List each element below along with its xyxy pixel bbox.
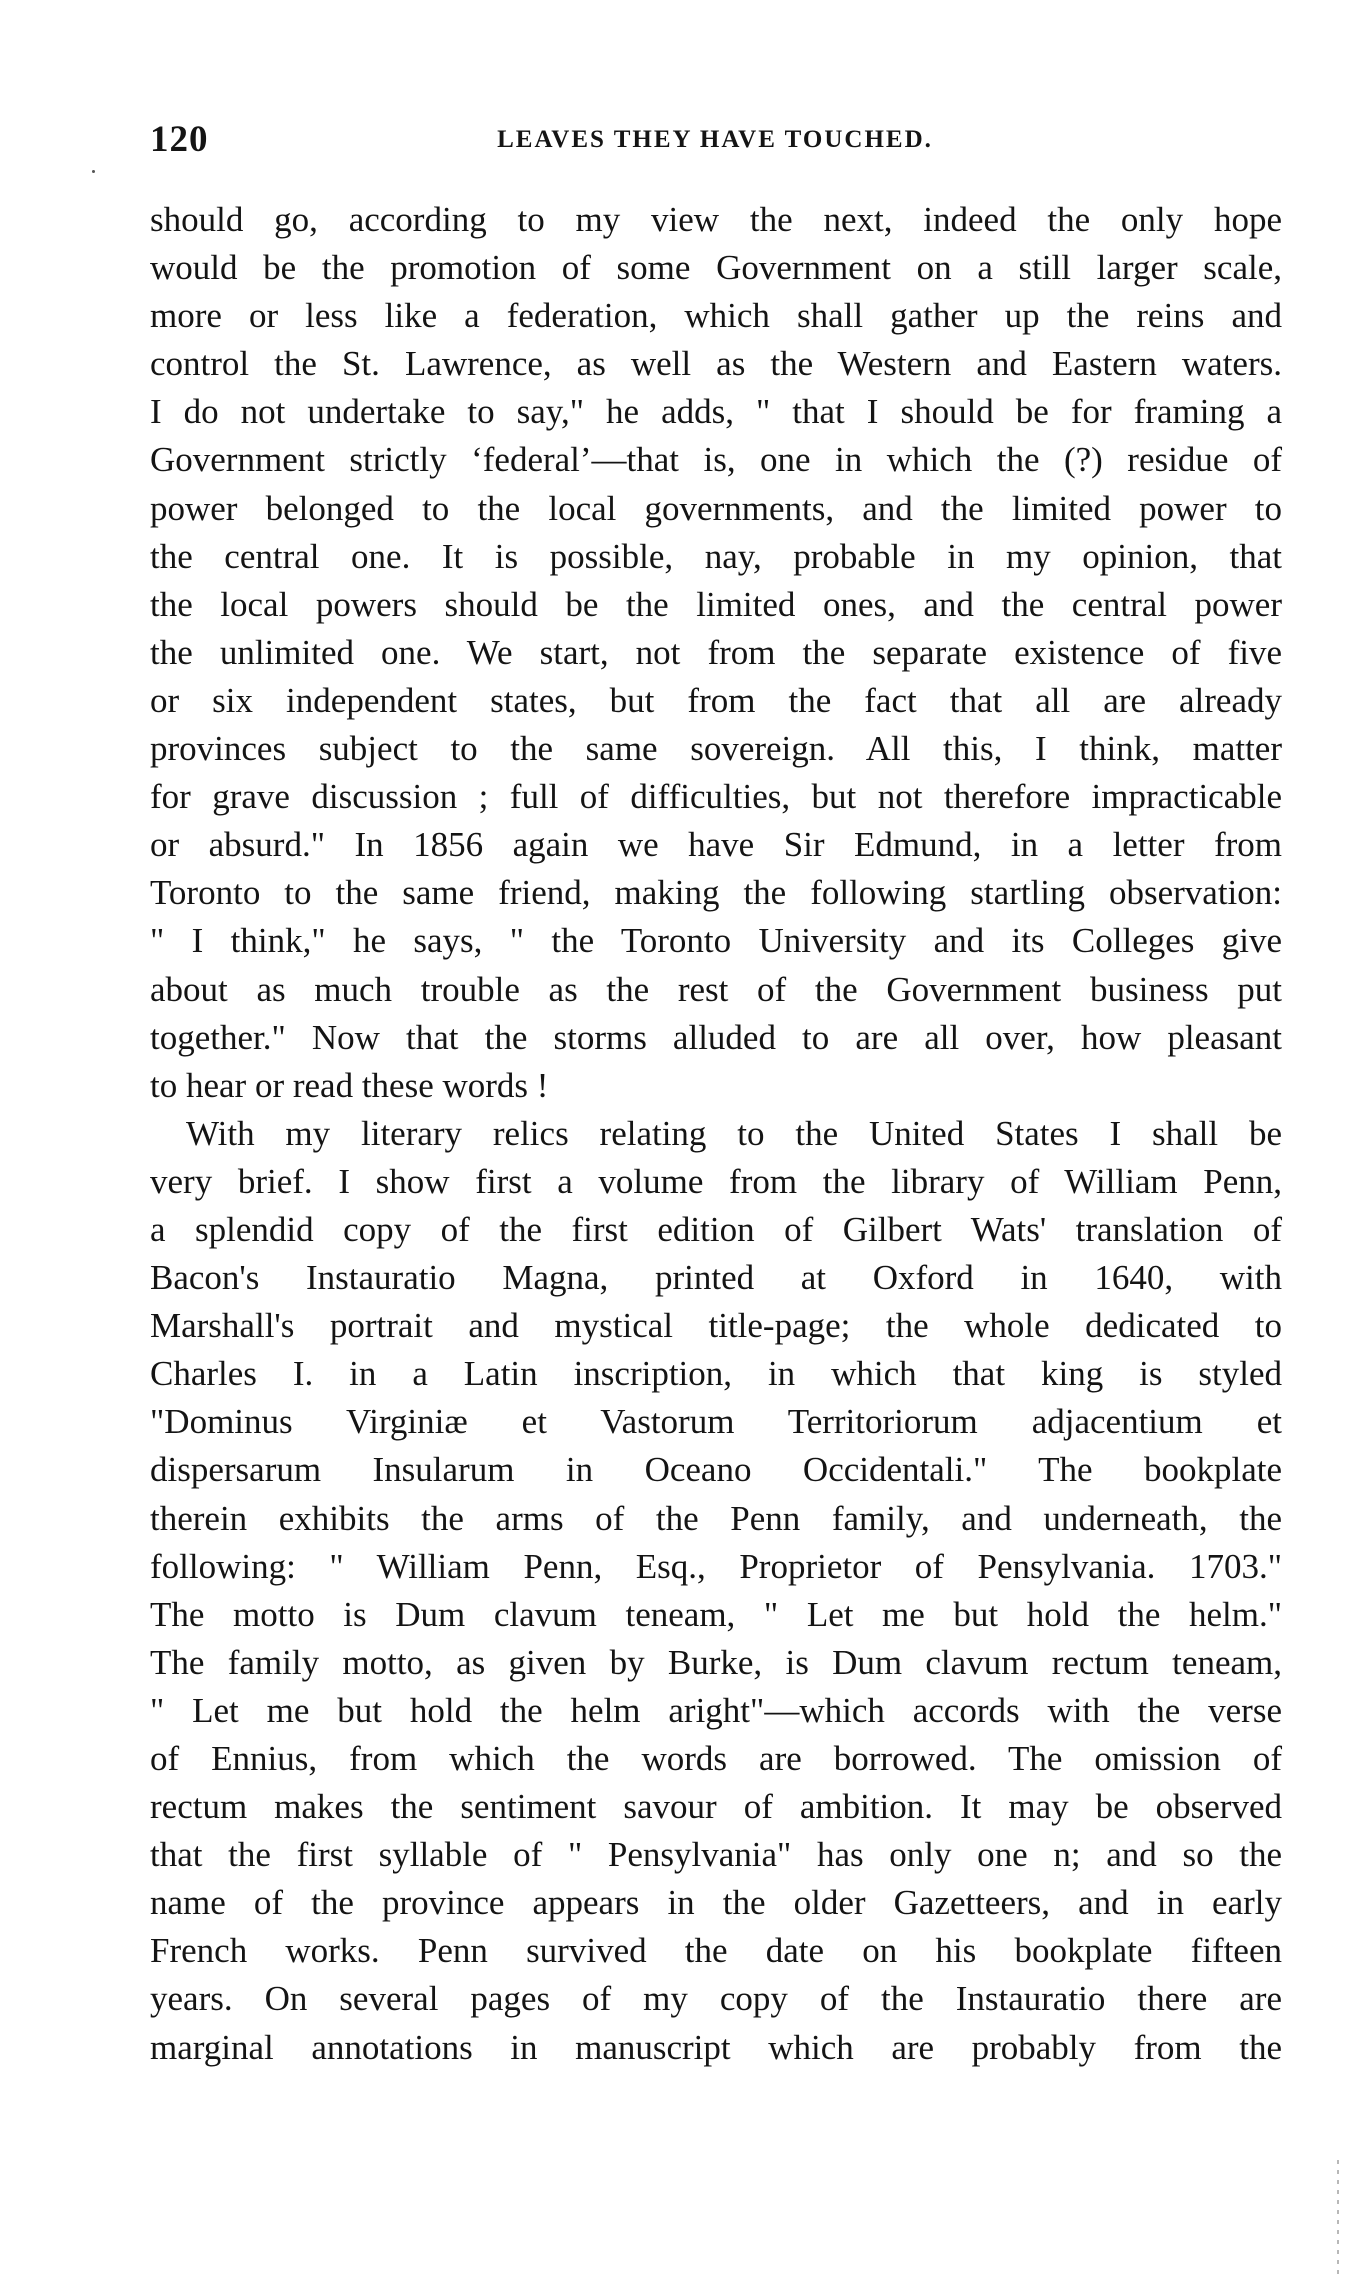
- text-line: name of the province appears in the older Gazetteers, and in early: [150, 1883, 1282, 1923]
- text-line: "Dominus Virginiæ et Vastorum Territoriorum adjacentium et: [150, 1402, 1282, 1442]
- text-line: " I think," he says, " the Toronto University and its Colleges give: [150, 921, 1282, 961]
- text-line: Charles I. in a Latin inscription, in which that king is styled: [150, 1354, 1282, 1394]
- text-line: rectum makes the sentiment savour of ambition. It may be observed: [150, 1787, 1282, 1827]
- text-line: about as much trouble as the rest of the Government business put: [150, 969, 1282, 1009]
- text-line: I do not undertake to say," he adds, " that I should be for framing a: [150, 392, 1282, 432]
- text-line: or absurd." In 1856 again we have Sir Edmund, in a letter from: [150, 825, 1282, 865]
- text-line: " Let me but hold the helm aright"—which accords with the verse: [150, 1690, 1282, 1730]
- text-line: of Ennius, from which the words are borrowed. The omission of: [150, 1739, 1282, 1778]
- page-edge-dots: [1337, 2160, 1339, 2280]
- text-line: would be the promotion of some Government on a still larger scale,: [150, 248, 1282, 288]
- text-line: very brief. I show first a volume from the library of William Penn,: [150, 1161, 1282, 1201]
- page-number: 120: [150, 119, 209, 160]
- text-line: to hear or read these words !: [150, 1065, 549, 1105]
- text-line: the unlimited one. We start, not from the separate existence of five: [150, 632, 1282, 672]
- text-line: Toronto to the same friend, making the following startling observation:: [150, 873, 1282, 913]
- text-line: control the St. Lawrence, as well as the Western and Eastern waters.: [150, 344, 1282, 384]
- text-line: that the first syllable of " Pensylvania" has only one n; and so the: [150, 1835, 1282, 1875]
- text-line: or six independent states, but from the fact that all are already: [150, 680, 1282, 720]
- text-line: together." Now that the storms alluded to are all over, how pleasant: [150, 1017, 1282, 1057]
- text-line: With my literary relics relating to the United States I shall be: [186, 1113, 1282, 1153]
- page-header: [150, 118, 1280, 168]
- text-line: more or less like a federation, which shall gather up the reins and: [150, 296, 1282, 336]
- text-line: therein exhibits the arms of the Penn family, and underneath, the: [150, 1498, 1282, 1538]
- text-line: should go, according to my view the next, indeed the only hope: [150, 200, 1282, 239]
- text-line: Bacon's Instauratio Magna, printed at Oxford in 1640, with: [150, 1258, 1282, 1298]
- text-line: dispersarum Insularum in Oceano Occidentali." The bookplate: [150, 1450, 1282, 1490]
- running-head: LEAVES THEY HAVE TOUCHED.: [497, 126, 933, 153]
- text-line: The family motto, as given by Burke, is Dum clavum rectum teneam,: [150, 1642, 1282, 1682]
- text-line: power belonged to the local governments, and the limited power to: [150, 488, 1282, 528]
- body-text: [150, 196, 1282, 2072]
- text-line: the local powers should be the limited ones, and the central power: [150, 584, 1282, 624]
- text-line: Marshall's portrait and mystical title-page; the whole dedicated to: [150, 1306, 1282, 1346]
- text-line: years. On several pages of my copy of the Instauratio there are: [150, 1979, 1282, 2019]
- text-line: Government strictly ‘federal’—that is, one in which the (?) residue of: [150, 440, 1282, 480]
- stray-ink-mark: [92, 170, 95, 173]
- text-line: the central one. It is possible, nay, probable in my opinion, that: [150, 536, 1282, 576]
- text-line: The motto is Dum clavum teneam, " Let me but hold the helm.": [150, 1594, 1282, 1634]
- text-line: marginal annotations in manuscript which are probably from the: [150, 2027, 1282, 2067]
- text-line: for grave discussion ; full of difficulties, but not therefore impracticable: [150, 777, 1282, 817]
- text-line: provinces subject to the same sovereign. All this, I think, matter: [150, 729, 1282, 769]
- text-line: French works. Penn survived the date on his bookplate fifteen: [150, 1931, 1282, 1971]
- text-line: a splendid copy of the first edition of Gilbert Wats' translation of: [150, 1209, 1282, 1249]
- text-line: following: " William Penn, Esq., Proprietor of Pensylvania. 1703.": [150, 1546, 1282, 1586]
